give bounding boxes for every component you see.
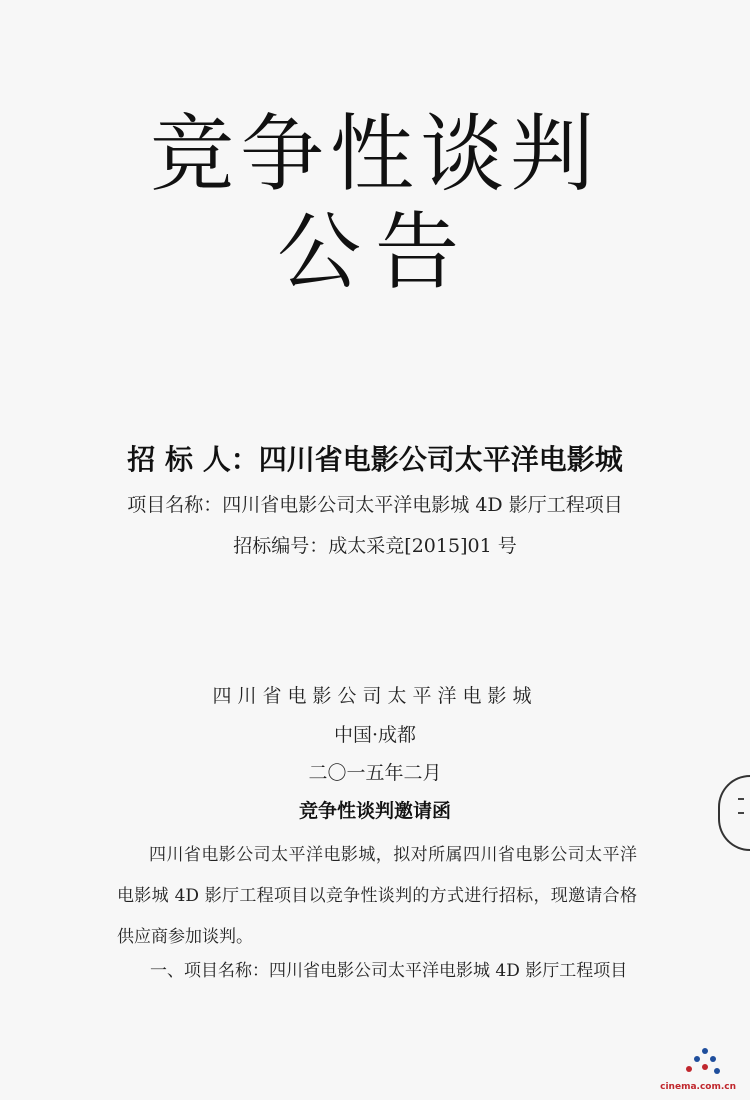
document-title-line-2: 公告 [276,203,473,301]
watermark-text: cinema.com.cn [660,1082,736,1092]
organization-name: 四川省电影公司太平洋电影城 [212,685,538,707]
invitation-title: 竞争性谈判邀请函 [298,800,451,822]
invitation-body: 四川省电影公司太平洋电影城，拟对所属四川省电影公司太平洋电影城 4D 影厅工程项目以竞争性谈判的方式进行招标，现邀请合格供应商参加谈判。 [117,845,637,947]
seal-edge-mark [718,775,750,851]
bid-number-line: 招标编号：成太采竞[2015]01 号 [233,535,517,557]
project-name-line: 项目名称：四川省电影公司太平洋电影城 4D 影厅工程项目 [127,494,623,516]
cinema-watermark [660,1042,740,1092]
location-line: 中国·成都 [333,724,417,746]
seal-edge-tick [738,812,744,814]
document-title-line-1: 竞争性谈判 [149,105,600,203]
seal-edge-tick [738,798,744,800]
date-line: 二〇一五年二月 [308,762,442,784]
issuer-line: 招 标 人：四川省电影公司太平洋电影城 [127,443,623,476]
cinema-logo-icon [682,1046,722,1078]
project-item-1: 一、项目名称：四川省电影公司太平洋电影城 4D 影厅工程项目 [150,961,628,981]
